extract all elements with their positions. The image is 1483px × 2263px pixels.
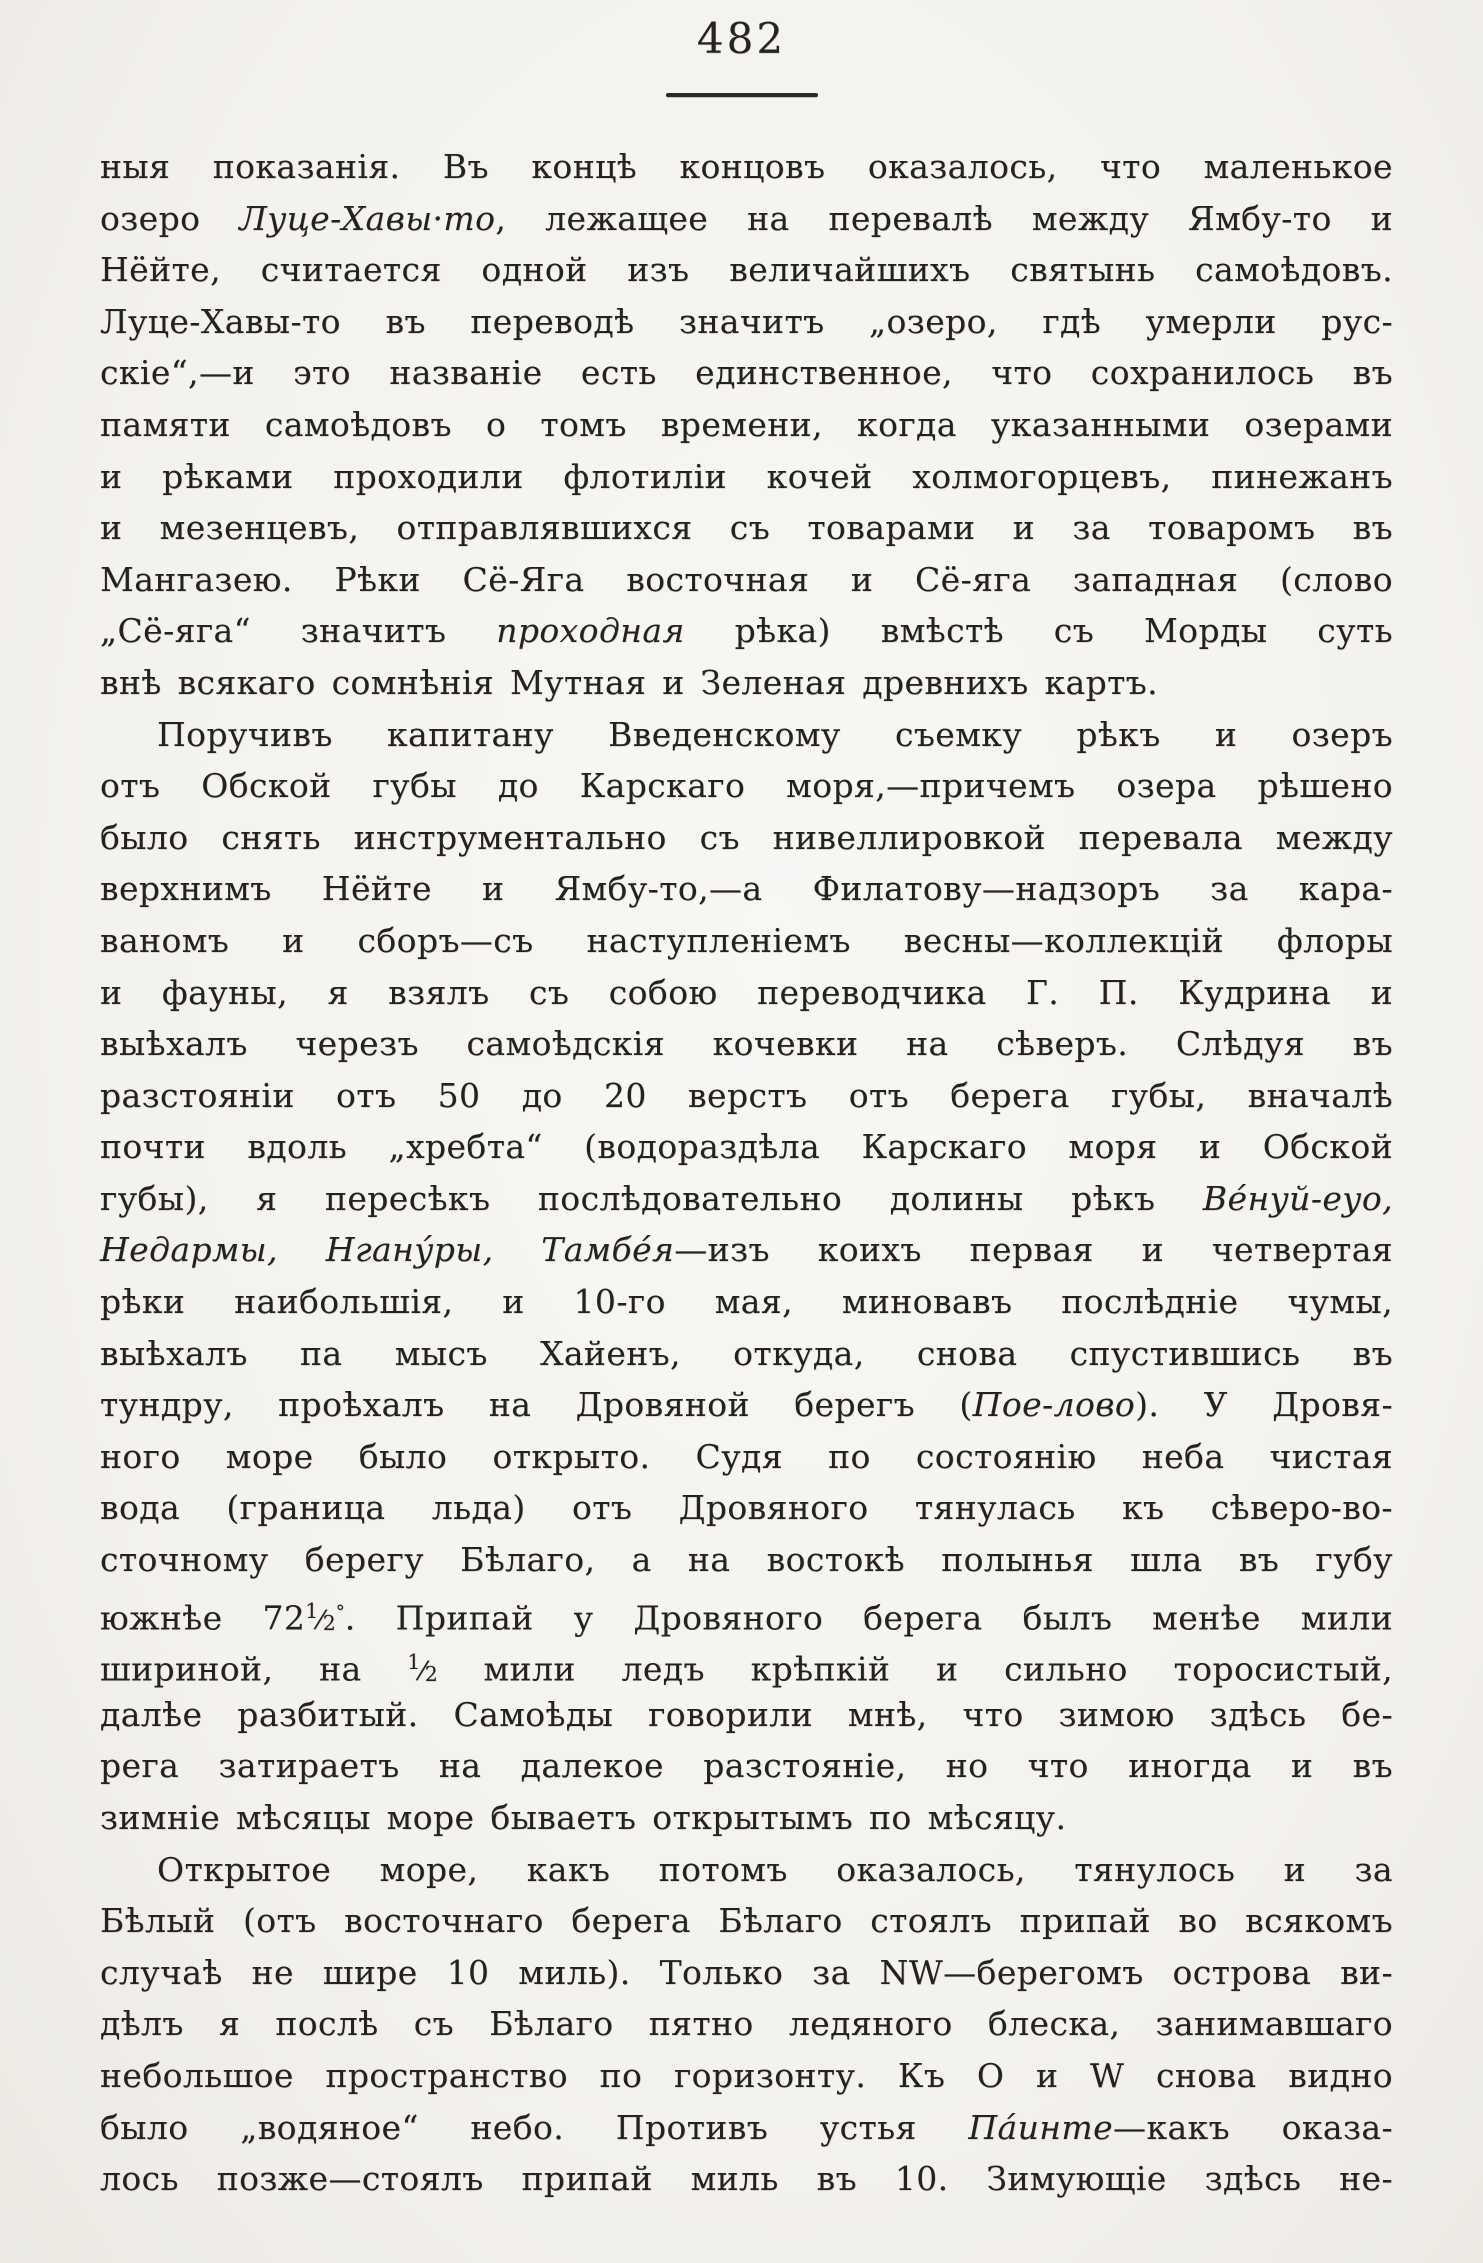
text-segment: ваномъ и сборъ—съ наступленіемъ весны—коллекцій флоры	[100, 920, 1393, 960]
text-line	[100, 193, 1393, 245]
text-segment: ного море было открыто. Судя по состоянію неба чистая	[100, 1436, 1393, 1476]
text-segment: . Припай у Дровяного берега былъ менѣе мили	[344, 1597, 1393, 1637]
text-segment: Бѣлый (отъ восточнаго берега Бѣлаго стоялъ припай во всякомъ	[100, 1901, 1393, 1941]
text-block	[100, 141, 1393, 2205]
italic-text: проходная	[496, 611, 685, 651]
text-line	[100, 1689, 1393, 1741]
text-segment: вода (граница льда) отъ Дровяного тянулась къ сѣверо-во-	[100, 1488, 1393, 1528]
italic-text: Ве́нуй-еуо,	[1202, 1178, 1393, 1218]
text-segment: Поручивъ капитану Введенскому съемку рѣкъ и озеръ	[157, 714, 1393, 754]
text-segment: рѣки наибольшія, и 10-го мая, миновавъ послѣдніе чумы,	[100, 1282, 1393, 1322]
text-line	[100, 1895, 1393, 1947]
text-segment: тундру, проѣхалъ на Дровяной берегъ (	[100, 1385, 973, 1425]
text-segment: зимніе мѣсяцы море бываетъ открытымъ по мѣсяцу.	[100, 1798, 1067, 1837]
text-line	[100, 1740, 1393, 1792]
text-line	[100, 915, 1393, 967]
text-segment: рѣка) вмѣстѣ съ Морды суть	[684, 611, 1393, 651]
italic-text: Недармы, Нгану́ры, Тамбе́я	[100, 1230, 675, 1270]
text-segment: „Сё-яга“ значитъ	[100, 611, 497, 651]
text-line	[100, 760, 1393, 812]
text-segment: и рѣками проходили флотиліи кочей холмогорцевъ, пинежанъ	[100, 456, 1393, 496]
text-line	[100, 2050, 1393, 2102]
text-segment: выѣхалъ па мысъ Хайенъ, откуда, снова спустившись въ	[100, 1333, 1393, 1373]
text-line	[100, 244, 1393, 296]
italic-text: Па́инте	[968, 2107, 1114, 2147]
text-line	[100, 2153, 1393, 2205]
text-segment: Луце-Хавы-то въ переводѣ значитъ „озеро, гдѣ умерли рус-	[100, 301, 1393, 341]
text-line	[100, 1121, 1393, 1173]
text-line	[100, 296, 1393, 348]
text-segment: отъ Обской губы до Карскаго моря,—причемъ озера рѣшено	[100, 766, 1393, 806]
text-segment: сточному берегу Бѣлаго, а на востокѣ полынья шла въ губу	[100, 1540, 1393, 1580]
text-line	[100, 605, 1393, 657]
degree-sign: °	[335, 1601, 345, 1623]
text-segment: дѣлъ я послѣ съ Бѣлаго пятно ледяного блеска, занимавшаго	[100, 2004, 1393, 2044]
text-line	[100, 967, 1393, 1019]
text-line	[100, 502, 1393, 554]
text-line	[100, 451, 1393, 503]
text-line	[100, 1586, 1393, 1638]
text-line	[100, 812, 1393, 864]
text-segment: , лежащее на перевалѣ между Ямбу-то и	[495, 198, 1393, 238]
text-segment: губы), я пересѣкъ послѣдовательно долины рѣкъ	[100, 1178, 1203, 1218]
text-segment: верхнимъ Нёйте и Ямбу-то,—а Филатову—надзоръ за кара-	[100, 869, 1393, 909]
text-segment: Открытое море, какъ потомъ оказалось, тянулось и за	[157, 1849, 1393, 1889]
text-line	[100, 709, 1393, 761]
text-segment: мили ледъ крѣпкій и сильно торосистый,	[437, 1649, 1393, 1689]
text-line	[100, 1224, 1393, 1276]
text-line	[100, 1379, 1393, 1431]
text-line	[100, 1844, 1393, 1896]
page-number: 482	[696, 14, 787, 63]
text-segment: Мангазею. Рѣки Сё-Яга восточная и Сё-яга западная (слово	[100, 559, 1393, 599]
text-line	[100, 1637, 1393, 1689]
text-segment: почти вдоль „хребта“ (водораздѣла Карскаго моря и Обской	[100, 1127, 1393, 1167]
text-segment: шириной, на	[100, 1649, 408, 1689]
text-line	[100, 554, 1393, 606]
text-segment: случаѣ не шире 10 миль). Только за NW—берегомъ острова ви-	[100, 1952, 1393, 1992]
text-segment: ). У Дровя-	[1135, 1385, 1393, 1425]
text-segment: внѣ всякаго сомнѣнія Мутная и Зеленая древнихъ картъ.	[100, 662, 1159, 702]
text-segment: и фауны, я взялъ съ собою переводчика Г. П. Кудрина и	[100, 972, 1393, 1012]
header-rule	[666, 93, 818, 97]
text-line	[100, 1328, 1393, 1380]
text-line	[100, 347, 1393, 399]
text-line	[100, 863, 1393, 915]
fraction: $^1$⁄2	[305, 1598, 336, 1636]
text-segment: было „водяное“ небо. Противъ устья	[100, 2107, 969, 2147]
text-segment: и мезенцевъ, отправлявшихся съ товарами и за товаромъ въ	[100, 508, 1393, 548]
text-line	[100, 1482, 1393, 1534]
text-segment: ныя показанія. Въ концѣ концовъ оказалось, что маленькое	[100, 147, 1393, 186]
text-line	[100, 657, 1393, 709]
text-line	[100, 1018, 1393, 1070]
text-line	[100, 1534, 1393, 1586]
text-line	[100, 1431, 1393, 1483]
text-segment: выѣхалъ черезъ самоѣдскія кочевки на сѣверъ. Слѣдуя въ	[100, 1024, 1393, 1064]
text-line	[100, 399, 1393, 451]
text-line	[100, 2102, 1393, 2154]
text-segment: озеро	[100, 198, 240, 238]
text-segment: разстояніи отъ 50 до 20 верстъ отъ берега губы, вначалѣ	[100, 1075, 1393, 1115]
fraction: $^1$⁄2	[407, 1650, 438, 1688]
text-segment: —изъ коихъ первая и четвертая	[674, 1230, 1393, 1270]
text-segment: южнѣе 72	[100, 1597, 306, 1637]
text-line	[100, 1070, 1393, 1122]
text-segment: памяти самоѣдовъ о томъ времени, когда указанными озерами	[100, 404, 1393, 444]
text-segment: Нёйте, считается одной изъ величайшихъ святынь самоѣдовъ.	[100, 250, 1393, 290]
text-line	[100, 1947, 1393, 1999]
text-line	[100, 1276, 1393, 1328]
text-segment: далѣе разбитый. Самоѣды говорили мнѣ, что зимою здѣсь бе-	[100, 1694, 1393, 1734]
text-segment: небольшое пространство по горизонту. Къ О и W снова видно	[100, 2055, 1393, 2095]
text-line	[100, 1792, 1393, 1844]
italic-text: Пое-лово	[972, 1385, 1136, 1425]
text-segment: скіе“,—и это названіе есть единственное, что сохранилось въ	[100, 353, 1393, 393]
italic-text: Луце-Хавы·то	[239, 198, 496, 238]
text-line	[100, 1998, 1393, 2050]
text-segment: лось позже—стоялъ припай миль въ 10. Зимующіе здѣсь не-	[100, 2159, 1393, 2199]
text-line	[100, 141, 1393, 193]
text-segment: —какъ оказа-	[1113, 2107, 1393, 2147]
text-segment: рега затираетъ на далекое разстояніе, но что иногда и въ	[100, 1746, 1393, 1786]
text-line	[100, 1173, 1393, 1225]
text-segment: было снять инструментально съ нивеллировкой перевала между	[100, 817, 1393, 857]
